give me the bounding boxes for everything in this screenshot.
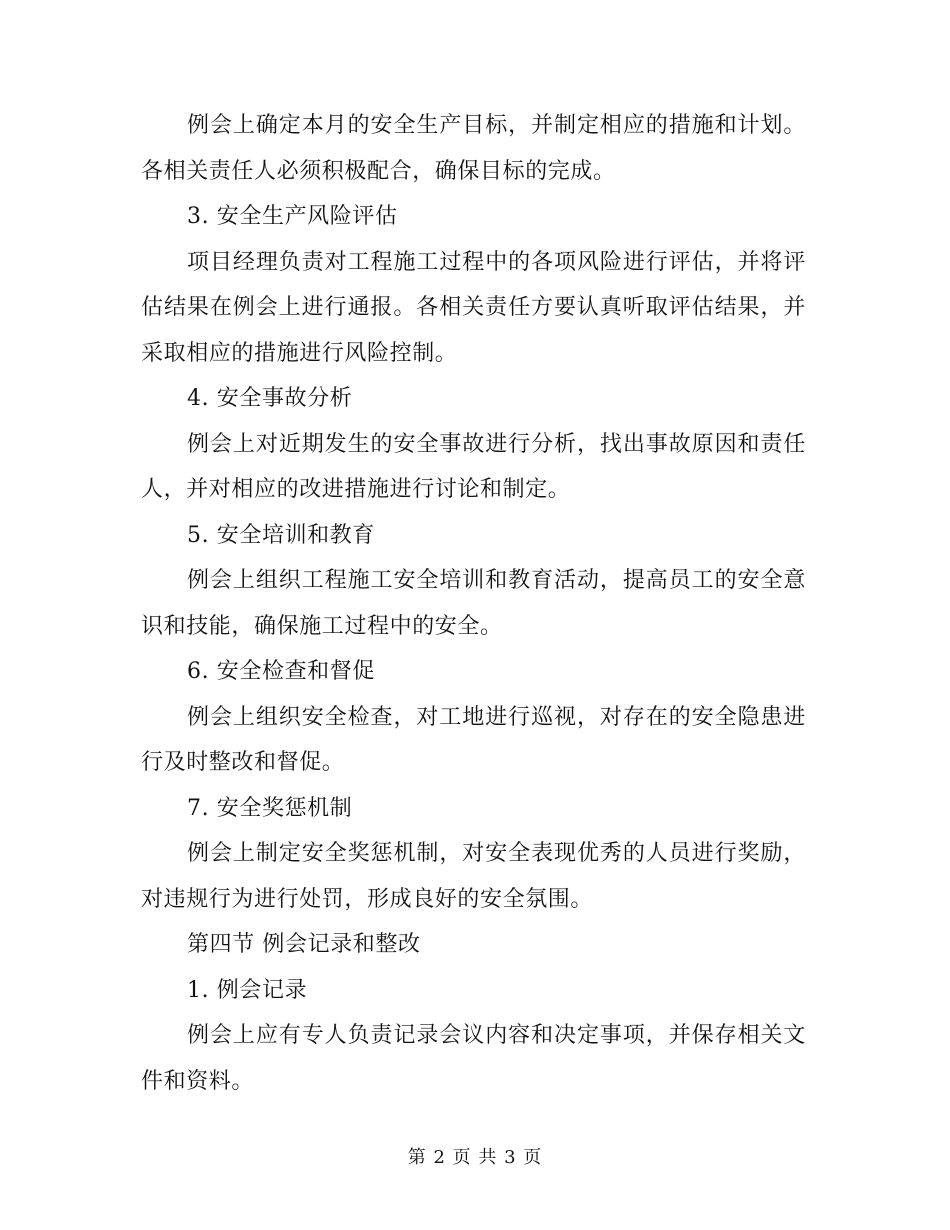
page-footer xyxy=(0,1146,950,1170)
paragraph: 例会上对近期发生的安全事故进行分析，找出事故原因和责任人，并对相应的改进措施进行讨论和制定。 xyxy=(141,431,806,502)
section-heading: 7. 安全奖惩机制 xyxy=(187,795,353,821)
chapter-heading: 第四节 例会记录和整改 xyxy=(187,932,421,957)
section-heading: 3. 安全生产风险评估 xyxy=(187,204,398,229)
paragraph: 例会上组织工程施工安全培训和教育活动，提高员工的安全意识和技能，确保施工过程中的安全。 xyxy=(141,568,806,639)
section-heading: 1. 例会记录 xyxy=(187,977,308,1003)
page-number-label: 第 2 页 共 3 页 xyxy=(407,1147,543,1168)
paragraph: 例会上组织安全检查，对工地进行巡视，对存在的安全隐患进行及时整改和督促。 xyxy=(141,704,806,775)
paragraph: 例会上应有专人负责记录会议内容和决定事项，并保存相关文件和资料。 xyxy=(141,1023,806,1094)
document-body xyxy=(141,103,806,1104)
section-heading: 5. 安全培训和教育 xyxy=(187,522,375,548)
paragraph: 例会上确定本月的安全生产目标，并制定相应的措施和计划。各相关责任人必须积极配合，确保目标的完成。 xyxy=(141,113,806,184)
section-heading: 6. 安全检查和督促 xyxy=(187,659,375,684)
paragraph: 项目经理负责对工程施工过程中的各项风险进行评估，并将评估结果在例会上进行通报。各相关责任方要认真听取评估结果，并采取相应的措施进行风险控制。 xyxy=(141,249,806,366)
paragraph: 例会上制定安全奖惩机制，对安全表现优秀的人员进行奖励，对违规行为进行处罚，形成良好的安全氛围。 xyxy=(141,841,806,912)
section-heading: 4. 安全事故分析 xyxy=(187,386,353,411)
